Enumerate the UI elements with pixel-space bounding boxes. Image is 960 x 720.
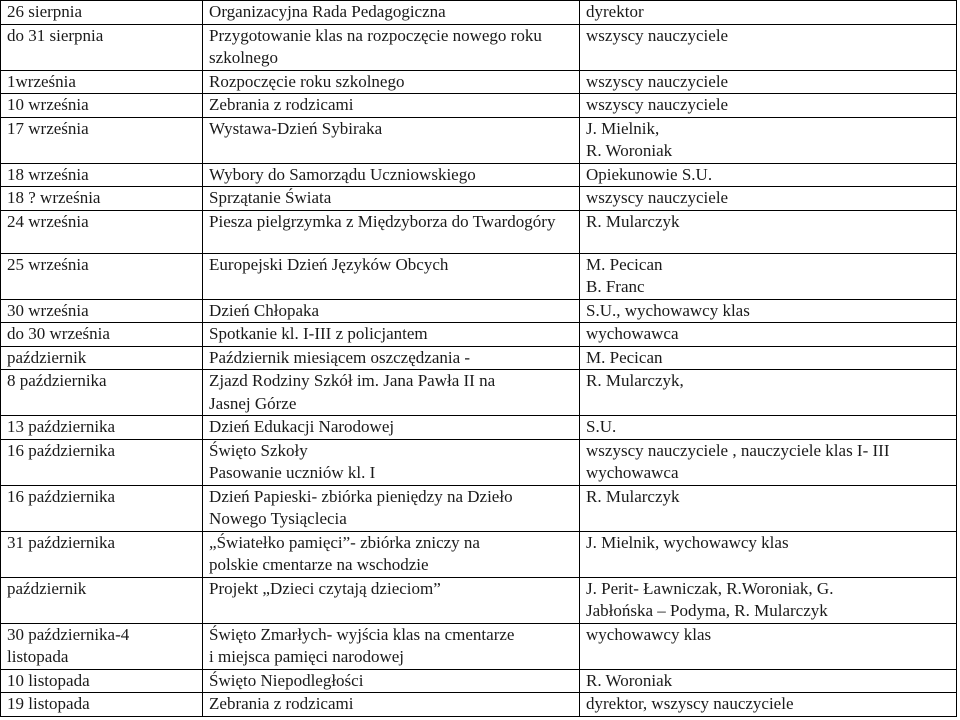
- table-row: [1, 577, 957, 623]
- responsible-cell: S.U.: [580, 416, 957, 440]
- date-cell: 30 września: [1, 299, 203, 323]
- date-cell: 24 września: [1, 210, 203, 253]
- event-cell: Przygotowanie klas na rozpoczęcie nowego roku szkolnego: [203, 24, 580, 70]
- date-cell: 16 października: [1, 485, 203, 531]
- responsible-cell: wszyscy nauczyciele: [580, 94, 957, 118]
- event-cell: Dzień Papieski- zbiórka pieniędzy na Dzieło Nowego Tysiąclecia: [203, 485, 580, 531]
- event-cell: Sprzątanie Świata: [203, 187, 580, 211]
- date-cell: 26 sierpnia: [1, 1, 203, 25]
- responsible-cell: S.U., wychowawcy klas: [580, 299, 957, 323]
- responsible-cell: R. Mularczyk,: [580, 370, 957, 416]
- event-cell: Dzień Chłopaka: [203, 299, 580, 323]
- date-cell: 13 października: [1, 416, 203, 440]
- event-cell: Święto Szkoły Pasowanie uczniów kl. I: [203, 439, 580, 485]
- date-cell: październik: [1, 577, 203, 623]
- table-row: [1, 94, 957, 118]
- table-row: [1, 531, 957, 577]
- table-row: [1, 163, 957, 187]
- responsible-cell: R. Mularczyk: [580, 485, 957, 531]
- responsible-cell: wychowawcy klas: [580, 623, 957, 669]
- date-cell: 10 września: [1, 94, 203, 118]
- event-cell: Organizacyjna Rada Pedagogiczna: [203, 1, 580, 25]
- responsible-cell: R. Woroniak: [580, 669, 957, 693]
- event-cell: Święto Zmarłych- wyjścia klas na cmentarze i miejsca pamięci narodowej: [203, 623, 580, 669]
- table-row: [1, 24, 957, 70]
- date-cell: 31 października: [1, 531, 203, 577]
- date-cell: 16 października: [1, 439, 203, 485]
- table-row: [1, 346, 957, 370]
- date-cell: 18 ? września: [1, 187, 203, 211]
- event-cell: Zebrania z rodzicami: [203, 693, 580, 717]
- responsible-cell: Opiekunowie S.U.: [580, 163, 957, 187]
- responsible-cell: dyrektor: [580, 1, 957, 25]
- responsible-cell: wychowawca: [580, 323, 957, 347]
- responsible-cell: wszyscy nauczyciele: [580, 187, 957, 211]
- table-row: [1, 370, 957, 416]
- event-cell: Europejski Dzień Języków Obcych: [203, 253, 580, 299]
- event-cell: „Światełko pamięci”- zbiórka zniczy na polskie cmentarze na wschodzie: [203, 531, 580, 577]
- date-cell: październik: [1, 346, 203, 370]
- event-cell: Zebrania z rodzicami: [203, 94, 580, 118]
- responsible-cell: dyrektor, wszyscy nauczyciele: [580, 693, 957, 717]
- table-row: [1, 669, 957, 693]
- responsible-cell: wszyscy nauczyciele , nauczyciele klas I- III wychowawca: [580, 439, 957, 485]
- table-row: [1, 187, 957, 211]
- date-cell: 17 września: [1, 117, 203, 163]
- date-cell: 25 września: [1, 253, 203, 299]
- responsible-cell: wszyscy nauczyciele: [580, 24, 957, 70]
- event-cell: Spotkanie kl. I-III z policjantem: [203, 323, 580, 347]
- responsible-cell: M. Pecican: [580, 346, 957, 370]
- responsible-cell: wszyscy nauczyciele: [580, 70, 957, 94]
- table-row: [1, 299, 957, 323]
- table-row: [1, 253, 957, 299]
- responsible-cell: J. Mielnik, R. Woroniak: [580, 117, 957, 163]
- responsible-cell: R. Mularczyk: [580, 210, 957, 253]
- table-row: [1, 439, 957, 485]
- event-cell: Zjazd Rodziny Szkół im. Jana Pawła II na Jasnej Górze: [203, 370, 580, 416]
- event-cell: Rozpoczęcie roku szkolnego: [203, 70, 580, 94]
- table-row: [1, 416, 957, 440]
- table-row: [1, 623, 957, 669]
- table-row: [1, 323, 957, 347]
- date-cell: 8 października: [1, 370, 203, 416]
- table-row: [1, 485, 957, 531]
- event-cell: Wybory do Samorządu Uczniowskiego: [203, 163, 580, 187]
- table-row: [1, 117, 957, 163]
- event-cell: Dzień Edukacji Narodowej: [203, 416, 580, 440]
- table-row: [1, 1, 957, 25]
- event-cell: Piesza pielgrzymka z Międzyborza do Twardogóry: [203, 210, 580, 253]
- date-cell: 30 października-4 listopada: [1, 623, 203, 669]
- schedule-body: [1, 1, 957, 717]
- responsible-cell: J. Perit- Ławniczak, R.Woroniak, G. Jabłońska – Podyma, R. Mularczyk: [580, 577, 957, 623]
- event-cell: Wystawa-Dzień Sybiraka: [203, 117, 580, 163]
- date-cell: do 30 września: [1, 323, 203, 347]
- responsible-cell: M. Pecican B. Franc: [580, 253, 957, 299]
- date-cell: do 31 sierpnia: [1, 24, 203, 70]
- event-cell: Święto Niepodległości: [203, 669, 580, 693]
- date-cell: 18 września: [1, 163, 203, 187]
- date-cell: 1września: [1, 70, 203, 94]
- date-cell: 10 listopada: [1, 669, 203, 693]
- table-row: [1, 210, 957, 253]
- event-cell: Projekt „Dzieci czytają dzieciom”: [203, 577, 580, 623]
- table-row: [1, 70, 957, 94]
- responsible-cell: J. Mielnik, wychowawcy klas: [580, 531, 957, 577]
- table-row: [1, 693, 957, 717]
- event-cell: Październik miesiącem oszczędzania -: [203, 346, 580, 370]
- date-cell: 19 listopada: [1, 693, 203, 717]
